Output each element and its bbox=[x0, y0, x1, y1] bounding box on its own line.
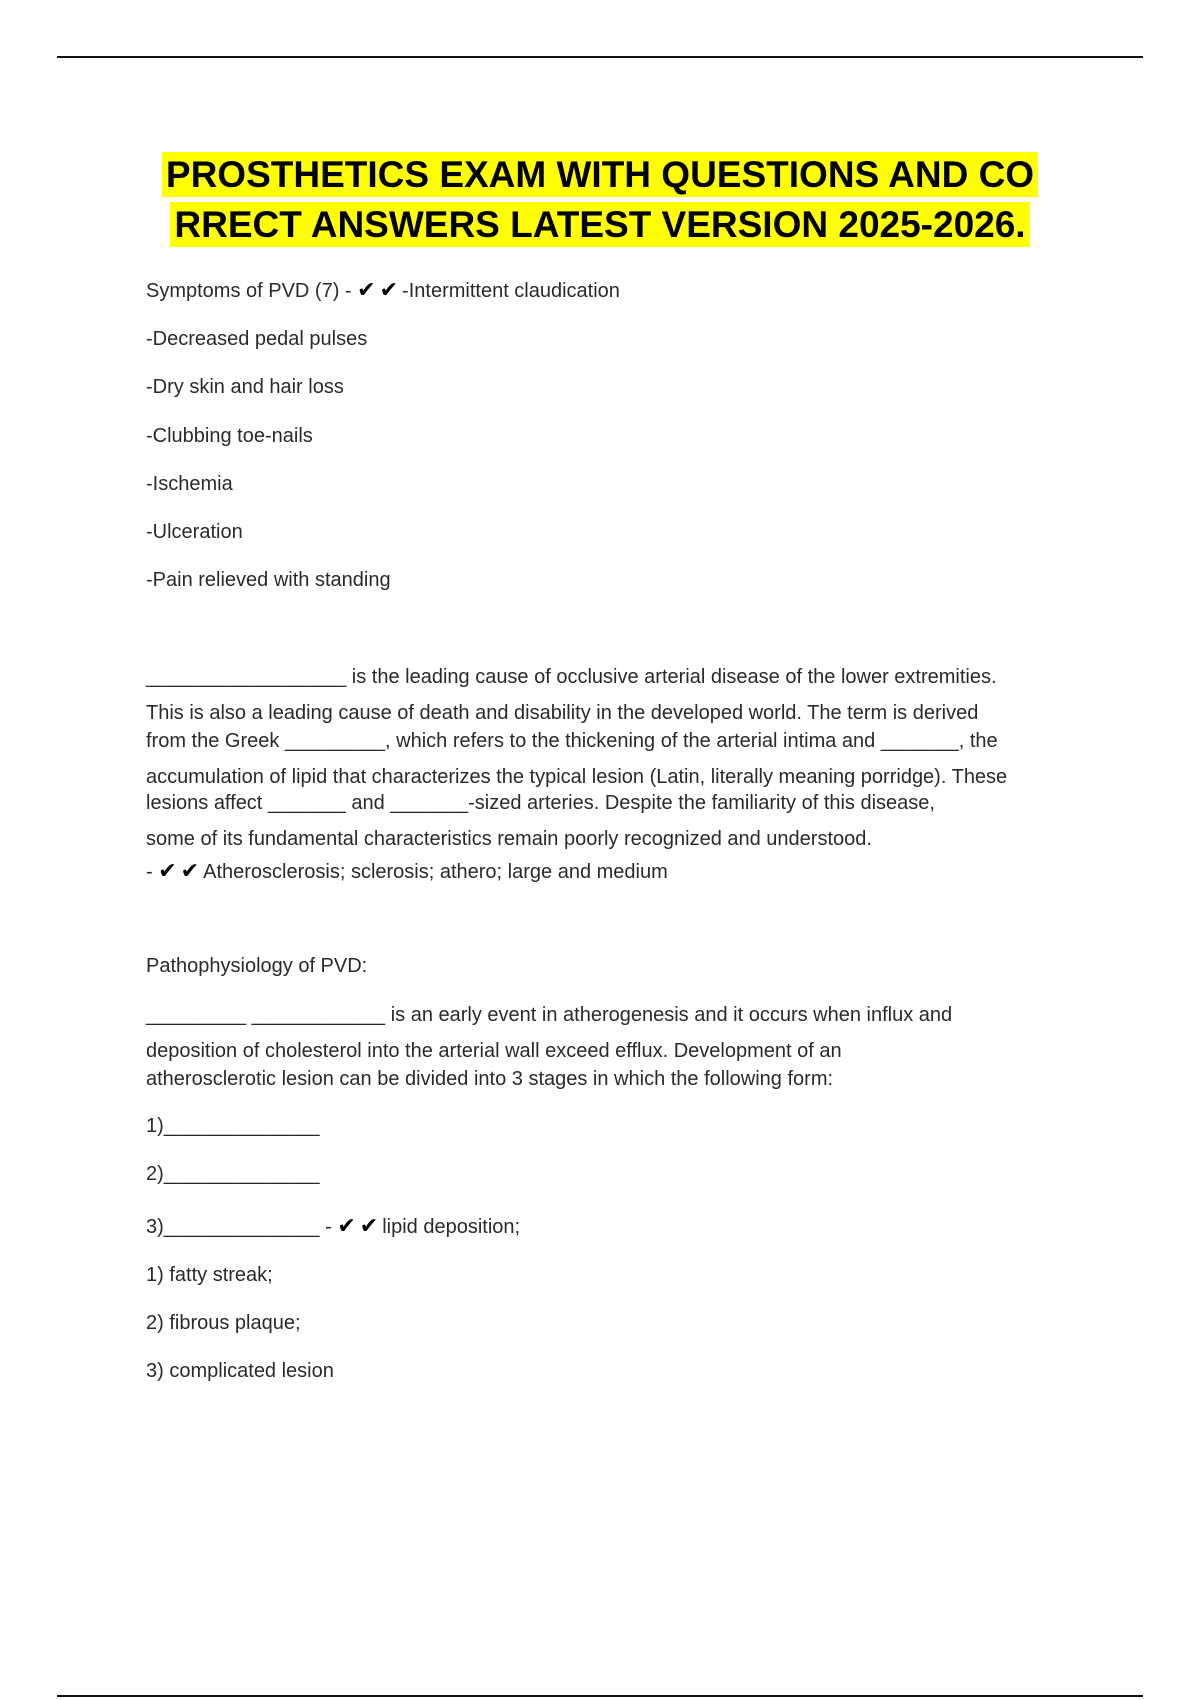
answer-text: lipid deposition; bbox=[382, 1216, 521, 1238]
paragraph-line: lesions affect _______ and _______-sized arteries. Despite the familiarity of this disease, bbox=[146, 792, 935, 814]
paragraph-line: _________ ____________ is an early event in atherogenesis and it occurs when influx and bbox=[146, 1004, 953, 1026]
answer-text: -Intermittent claudication bbox=[402, 280, 620, 302]
top-rule bbox=[57, 56, 1143, 58]
paragraph-line: accumulation of lipid that characterizes the typical lesion (Latin, literally meaning porridge). These bbox=[146, 766, 1008, 788]
check-icon: ✔✔ bbox=[357, 277, 403, 302]
document-title bbox=[0, 150, 1200, 250]
title-line-1: PROSTHETICS EXAM WITH QUESTIONS AND CO bbox=[162, 152, 1038, 197]
bottom-rule bbox=[57, 1695, 1143, 1697]
blank-item: 2)______________ bbox=[146, 1163, 320, 1185]
list-item: -Ulceration bbox=[146, 521, 243, 543]
list-item: -Ischemia bbox=[146, 473, 233, 495]
answer-line bbox=[146, 858, 668, 885]
paragraph-line: atherosclerotic lesion can be divided into 3 stages in which the following form: bbox=[146, 1068, 834, 1090]
list-item: 3) complicated lesion bbox=[146, 1360, 334, 1382]
paragraph-line: some of its fundamental characteristics remain poorly recognized and understood. bbox=[146, 828, 872, 850]
check-icon: ✔✔ bbox=[337, 1213, 383, 1238]
paragraph-line: __________________ is the leading cause of occlusive arterial disease of the lower extremities. bbox=[146, 666, 997, 688]
question-prompt: Symptoms of PVD (7) - bbox=[146, 280, 352, 302]
list-item: -Clubbing toe-nails bbox=[146, 425, 313, 447]
paragraph-line: deposition of cholesterol into the arterial wall exceed efflux. Development of an bbox=[146, 1040, 842, 1062]
list-item: -Decreased pedal pulses bbox=[146, 328, 368, 350]
answer-text: Atherosclerosis; sclerosis; athero; large and medium bbox=[203, 861, 668, 883]
list-item: 1) fatty streak; bbox=[146, 1264, 273, 1286]
blank-item: 3)______________ bbox=[146, 1216, 320, 1238]
paragraph-line: This is also a leading cause of death and disability in the developed world. The term is derived bbox=[146, 702, 979, 724]
check-icon: ✔✔ bbox=[158, 858, 204, 883]
list-item: 2) fibrous plaque; bbox=[146, 1312, 301, 1334]
blank-item: 1)______________ bbox=[146, 1115, 320, 1137]
answer-line bbox=[146, 1213, 520, 1240]
question-pvd-symptoms bbox=[146, 277, 620, 304]
answer-prefix: - bbox=[325, 1216, 332, 1238]
title-line-2: RRECT ANSWERS LATEST VERSION 2025-2026. bbox=[170, 202, 1029, 247]
list-item: -Dry skin and hair loss bbox=[146, 376, 344, 398]
answer-prefix: - bbox=[146, 861, 153, 883]
list-item: -Pain relieved with standing bbox=[146, 569, 391, 591]
section-heading: Pathophysiology of PVD: bbox=[146, 955, 368, 977]
paragraph-line: from the Greek _________, which refers to the thickening of the arterial intima and _______, the bbox=[146, 730, 998, 752]
